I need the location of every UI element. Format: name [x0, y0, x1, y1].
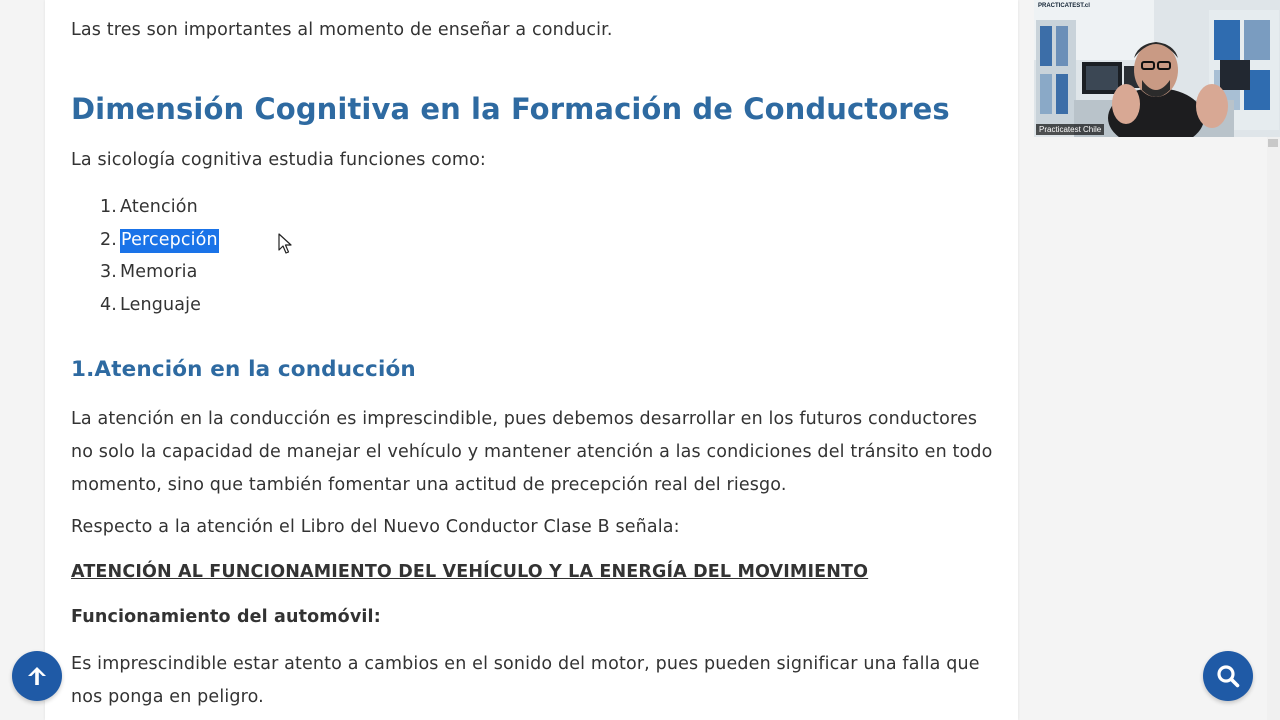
list-item	[100, 259, 219, 292]
subheading: Funcionamiento del automóvil:	[71, 607, 381, 627]
article-panel	[45, 0, 1018, 720]
list-label: Memoria	[120, 262, 198, 283]
list-number: 1.	[100, 197, 117, 217]
cognitive-functions-list	[100, 194, 219, 324]
webcam-brand: PRACTICATEST.cl	[1038, 3, 1090, 9]
list-item	[100, 227, 219, 260]
arrow-up-icon	[25, 664, 49, 688]
scrollbar-thumb[interactable]	[1268, 139, 1278, 147]
section-title: 1.Atención en la conducción	[71, 357, 416, 382]
page-heading: Dimensión Cognitiva en la Formación de Conductores	[71, 92, 950, 126]
search-icon	[1215, 663, 1241, 689]
paragraph-reference: Respecto a la atención el Libro del Nuevo Conductor Clase B señala:	[71, 517, 680, 537]
underlined-heading: ATENCIÓN AL FUNCIONAMIENTO DEL VEHÍCULO Y LA ENERGÍA DEL MOVIMIENTO	[71, 562, 869, 582]
list-number: 2.	[100, 229, 117, 250]
paragraph-attention: La atención en la conducción es imprescindible, pues debemos desarrollar en los futuros conductores no solo la capacidad de manejar el vehículo y mantener atención a las condiciones del tránsito en todo momento, sino que también fomentar una actitud de precepción real del riesgo.	[71, 409, 993, 495]
list-label: Atención	[120, 197, 198, 217]
list-number: 4.	[100, 294, 117, 315]
lead-text: La sicología cognitiva estudia funciones como:	[71, 150, 486, 170]
list-item	[100, 292, 219, 325]
webcam-image	[1034, 0, 1280, 137]
mouse-cursor-icon	[278, 233, 292, 255]
scrollbar[interactable]	[1267, 137, 1280, 720]
webcam-overlay	[1034, 0, 1280, 137]
list-item	[100, 194, 219, 227]
webcam-name-label: Practicatest Chile	[1036, 124, 1104, 135]
list-number: 3.	[100, 262, 117, 283]
list-label: Lenguaje	[120, 294, 202, 315]
intro-text: Las tres son importantes al momento de enseñar a conducir.	[71, 20, 613, 40]
search-button[interactable]	[1203, 651, 1253, 701]
paragraph-engine: Es imprescindible estar atento a cambios en el sonido del motor, pues pueden significar una falla que nos ponga en peligro.	[71, 654, 980, 707]
scroll-to-top-button[interactable]	[12, 651, 62, 701]
selected-text[interactable]: Percepción	[120, 229, 219, 253]
